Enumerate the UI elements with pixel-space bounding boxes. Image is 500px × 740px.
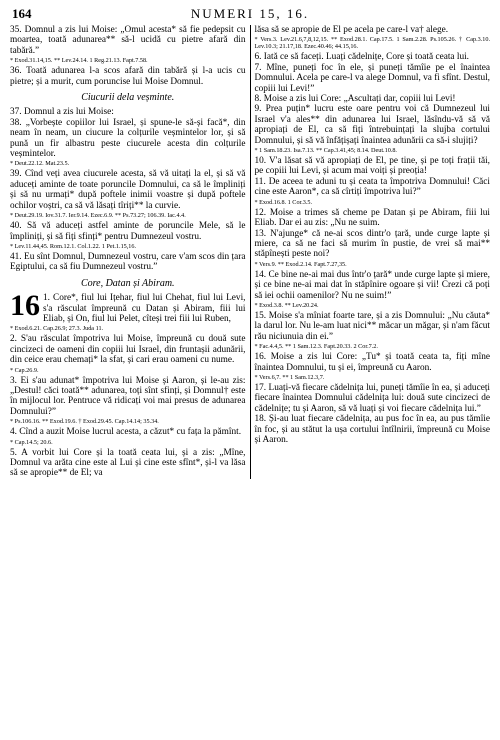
verse: 2. S'au răsculat împotriva lui Moise, împreună cu două sute cincizeci de oameni din copiii lui Israel, din fruntașii adunării, din ceice erau chemați* la sfat, și cari erau oameni cu nume.	[10, 334, 246, 366]
page-number: 164	[12, 6, 32, 21]
verse: 18. Și-au luat fiecare cădelnița, au pus foc în ea, au pus tămîie în foc, și au stătut la ușa cortului întîlnirii, împreună cu Moise și Aaron.	[254, 414, 490, 445]
page-header	[10, 6, 490, 22]
right-column	[255, 25, 491, 479]
cross-reference: * Deut.29.19. Iov.31.7. Ier.9.14. Ezec.6.9. ** Ps.73.27; 106.39. Iac.4.4.	[10, 212, 186, 220]
verse: 38. „Vorbește copiilor lui Israel, și spune-le să-și facă*, din neam în neam, un ciucure la colțurile veșmintelor lor, și să pună un fir albastru peste ciucurele acesta din colțurile veșmintelor.	[10, 117, 246, 160]
cross-reference: * Exod.6.21. Cap.26.9; 27.3. Juda 11.	[10, 325, 104, 333]
verse: 41. Eu sînt Domnul, Dumnezeul vostru, care v'am scos din țara Egiptului, ca să fiu Dumnezeul vostru.”	[10, 251, 246, 273]
verse: 37. Domnul a zis lui Moise:	[10, 107, 114, 118]
verse: lăsa să se apropie de El pe acela pe care-l va† alege.	[254, 25, 449, 35]
cross-reference: * Deut.22.12. Mat.23.5.	[10, 160, 70, 168]
cross-reference: * Exod.16.8. 1 Cor.3.5.	[254, 198, 313, 206]
cross-reference: * Cap.14.5; 20.6.	[10, 438, 53, 446]
verse: 7. Mîne, puneți foc în ele, și puneți tămîie pe el înaintea Domnului. Acela pe care-l va alege Domnul, va fi sfînt. Destul, copiii lui Levi!”	[254, 62, 490, 94]
chapter-number: 16	[10, 289, 40, 323]
cross-reference: * Fac.4.4,5. ** 1 Sam.12.3. Fapt.20.33. 2 Cor.7.2.	[254, 343, 378, 351]
section-heading: Core, Datan și Abiram.	[80, 277, 175, 289]
verse: 9. Prea puțin* lucru este oare pentru voi că Dumnezeul lui Israel v'a ales** din adunarea lui Israel, lăsîndu-vă să vă apropiați de El, ca să fiți întrebuințați la slujba cortului Domnului, și să vă înfățișați înaintea adunării ca să-i slujiți?	[254, 104, 490, 146]
cross-reference: * Vers.6,7. ** 1 Sam.12.3,7.	[254, 373, 325, 381]
verse-text: 1. Core*, fiul lui Ițehar, fiul lui Chehat, fiul lui Levi, s'a răsculat împreună cu Datan și Abiram, fiii lui Eliab, și On, fiul lui Pelet, cîteși trei fiii lui Ruben,	[43, 293, 246, 324]
verse: 40. Să vă aduceți astfel aminte de poruncile Mele, să le împliniți, și să fiți sfinți* pentru Dumnezeul vostru.	[10, 221, 246, 242]
verse: 16. Moise a zis lui Core: „Tu* și toată ceata ta, fiți mîne înaintea Domnului, tu și ei, împreună cu Aaron.	[254, 352, 490, 373]
verse: 14. Ce bine ne-ai mai dus într'o țară* unde curge lapte și miere, și ce bine ne-ai mai dat în stăpînire ogoare și vii! Crezi că poți să iei ochii oamenilor? Nu ne suim!”	[254, 269, 490, 301]
cross-reference: * Exod.31.14,15. ** Lev.24.14. 1 Reg.21.13. Fapt.7.58.	[10, 57, 148, 65]
verse: 12. Moise a trimes să cheme pe Datan și pe Abiram, fiii lui Eliab. Dar ei au zis: „Nu ne suim.	[254, 207, 490, 229]
chapter-start	[10, 289, 246, 324]
cross-reference: * Cap.26.9.	[10, 366, 39, 374]
left-column	[10, 25, 246, 479]
verse: 36. Toată adunarea l-a scos afară din tabără și l-a ucis cu pietre; și a murit, cum poruncise lui Moise Domnul.	[10, 66, 246, 87]
verse: 17. Luați-vă fiecare cădelnița lui, puneți tămîie în ea, și aduceți fiecare înaintea Domnului cădelnița lui: două sute cincizeci de cădelnițe; tu și Aaron, să vă luați și voi fiecare cădelnița lui.”	[254, 382, 490, 414]
verse: 8. Moise a zis lui Core: „Ascultați dar, copiii lui Levi!	[254, 94, 456, 105]
verse: 5. A vorbit lui Core și la toată ceata lui, și a zis: „Mîne, Domnul va arăta cine este al Lui și cine este sfînt*, și-l va lăsa să se apropie** de El; va	[10, 447, 246, 479]
cross-reference: * Lev.11.44,45. Rom.12.1. Col.1.22. 1 Pet.1.15,16.	[10, 242, 137, 250]
cross-reference: * 1 Sam.18.23. Isa.7.13. ** Cap.3.41,45; 8.14. Deut.10.8.	[254, 147, 397, 155]
cross-reference: * Vers.9. ** Exod.2.14. Fapt.7.27,35.	[254, 260, 347, 268]
cross-reference: * Exod.3.8. ** Lev.20.24.	[254, 301, 319, 309]
verse: 4. Cînd a auzit Moise lucrul acesta, a căzut* cu fața la pămînt.	[10, 427, 242, 438]
verse: 3. Ei s'au adunat* împotriva lui Moise și Aaron, și le-au zis: „Destul! căci toată** adunarea, toți sînt sfinți, și Domnul† este în mijlocul lor. Pentruce vă ridicați voi mai presus de adunarea Domnului?”	[10, 375, 246, 417]
two-column-body	[10, 25, 490, 479]
verse: 15. Moise s'a mîniat foarte tare, și a zis Domnului: „Nu căuta* la darul lor. Nu le-am luat nici** măcar un măgar, și n'am făcut rău niciunuia din ei.”	[254, 310, 490, 342]
cross-reference: * Ps.106.16. ** Exod.19.6. † Exod.29.45. Cap.14.14; 35.34.	[10, 418, 159, 426]
running-title: NUMERI 15, 16.	[190, 6, 310, 21]
verse: 13. N'ajunge* că ne-ai scos dintr'o țară, unde curge lapte și miere, ca să ne faci să murim în pustie, de vrei să mai** stăpînești peste noi?	[254, 228, 490, 260]
verse: 39. Cînd veți avea ciucurele acesta, să vă uitați la el, și să vă aduceți aminte de toate poruncile Domnului, ca să le împliniți și să nu urmați* după poftele inimii voastre și după poftele ochilor voștri, ca să vă lăsați tîriți** la curvie.	[10, 169, 246, 211]
section-heading: Ciucurii dela veșminte.	[81, 92, 175, 104]
verse: 11. De aceea te aduni tu și ceata ta împotriva Domnului! Căci cine este Aaron*, ca să cîrtiți împotriva lui?”	[254, 176, 490, 198]
verse: 6. Iată ce să faceți. Luați cădelnițe, Core și toată ceata lui.	[254, 52, 469, 63]
cross-reference: * Vers.3. Lev.21.6,7,8,12,15. ** Exod.28.1. Cap.17.5. 1 Sam.2.28. Ps.105.26. † Cap.3.10. Lev.10.3; 21.17,18. Ezec.40.46; 44.15,16.	[254, 36, 490, 51]
verse: 10. V'a lăsat să vă apropiați de El, pe tine, și pe toți frații tăi, pe copiii lui Levi, și acum mai voiți și preoția!	[254, 156, 490, 177]
verse: 35. Domnul a zis lui Moise: „Omul acesta* să fie pedepsit cu moartea, toată adunarea** să-l ucidă cu pietre afară din tabără.”	[10, 25, 246, 56]
column-divider	[250, 25, 251, 479]
